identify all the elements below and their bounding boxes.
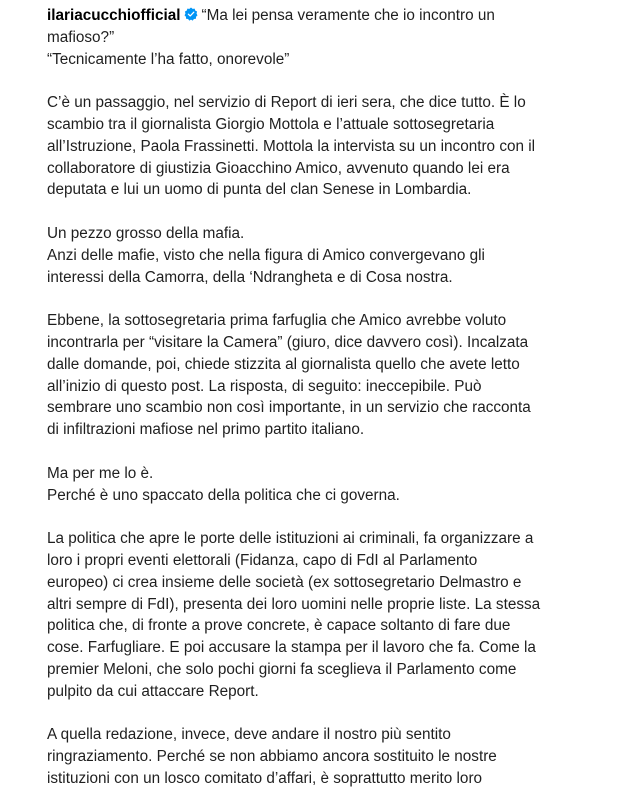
caption-paragraph: Ma per me lo è. Perché è uno spaccato della politica che ci governa.: [47, 464, 400, 504]
caption-paragraph: La politica che apre le porte delle istituzioni ai criminali, fa organizzare a loro i propri eventi elettorali (Fidanza, capo di FdI al Parlamento europeo) ci crea insieme delle società (ex sottosegretario Delmastro e altri sempre di FdI), presenta dei loro uomini nelle proprie liste. La stessa politica che, di fronte a prove concrete, è capace soltanto di fare due cose. Farfugliare. E poi accusare la stampa per il lavoro che fa. Come la premier Meloni, che solo pochi giorni fa sceglieva il Parlamento come pulpito da cui attaccare Report.: [47, 530, 541, 700]
verified-badge-icon: [184, 7, 198, 21]
caption-paragraph: C’è un passaggio, nel servizio di Report di ieri sera, che dice tutto. È lo scambio tra il giornalista Giorgio Mottola e l’attuale sottosegretaria all’Istruzione, Paola Frassinetti. Mottola la intervista su un incontro con il collaboratore di giustizia Gioacchino Amico, avvenuto quando lei era deputata e lui un uomo di punta del clan Senese in Lombardia.: [47, 94, 536, 199]
lead-text: “Ma lei pensa veramente che io incontro un mafioso?” “Tecnicamente l’ha fatto, onorevole”: [47, 7, 495, 68]
post-caption: [47, 5, 632, 811]
username-link[interactable]: ilariacucchiofficial: [47, 7, 181, 24]
caption-lead: [47, 5, 632, 70]
caption-paragraph: Ebbene, la sottosegretaria prima farfuglia che Amico avrebbe voluto incontrarla per “visitare la Camera” (giuro, dice davvero così). Incalzata dalle domande, poi, chiede stizzita al giornalista quello che avete letto all’inizio di questo post. La risposta, di seguito: ineccepibile. Può sembrare uno scambio non così importante, in un servizio che racconta di infiltrazioni mafiose nel primo partito italiano.: [47, 312, 531, 439]
caption-paragraph: Un pezzo grosso della mafia. Anzi delle mafie, visto che nella figura di Amico convergevano gli interessi della Camorra, della ‘Ndrangheta e di Cosa nostra.: [47, 224, 485, 286]
caption-paragraph: A quella redazione, invece, deve andare il nostro più sentito ringraziamento. Perché se non abbiamo ancora sostituito le nostre istituzioni con un losco comitato d’affari, è soprattutto merito loro: [47, 726, 497, 787]
